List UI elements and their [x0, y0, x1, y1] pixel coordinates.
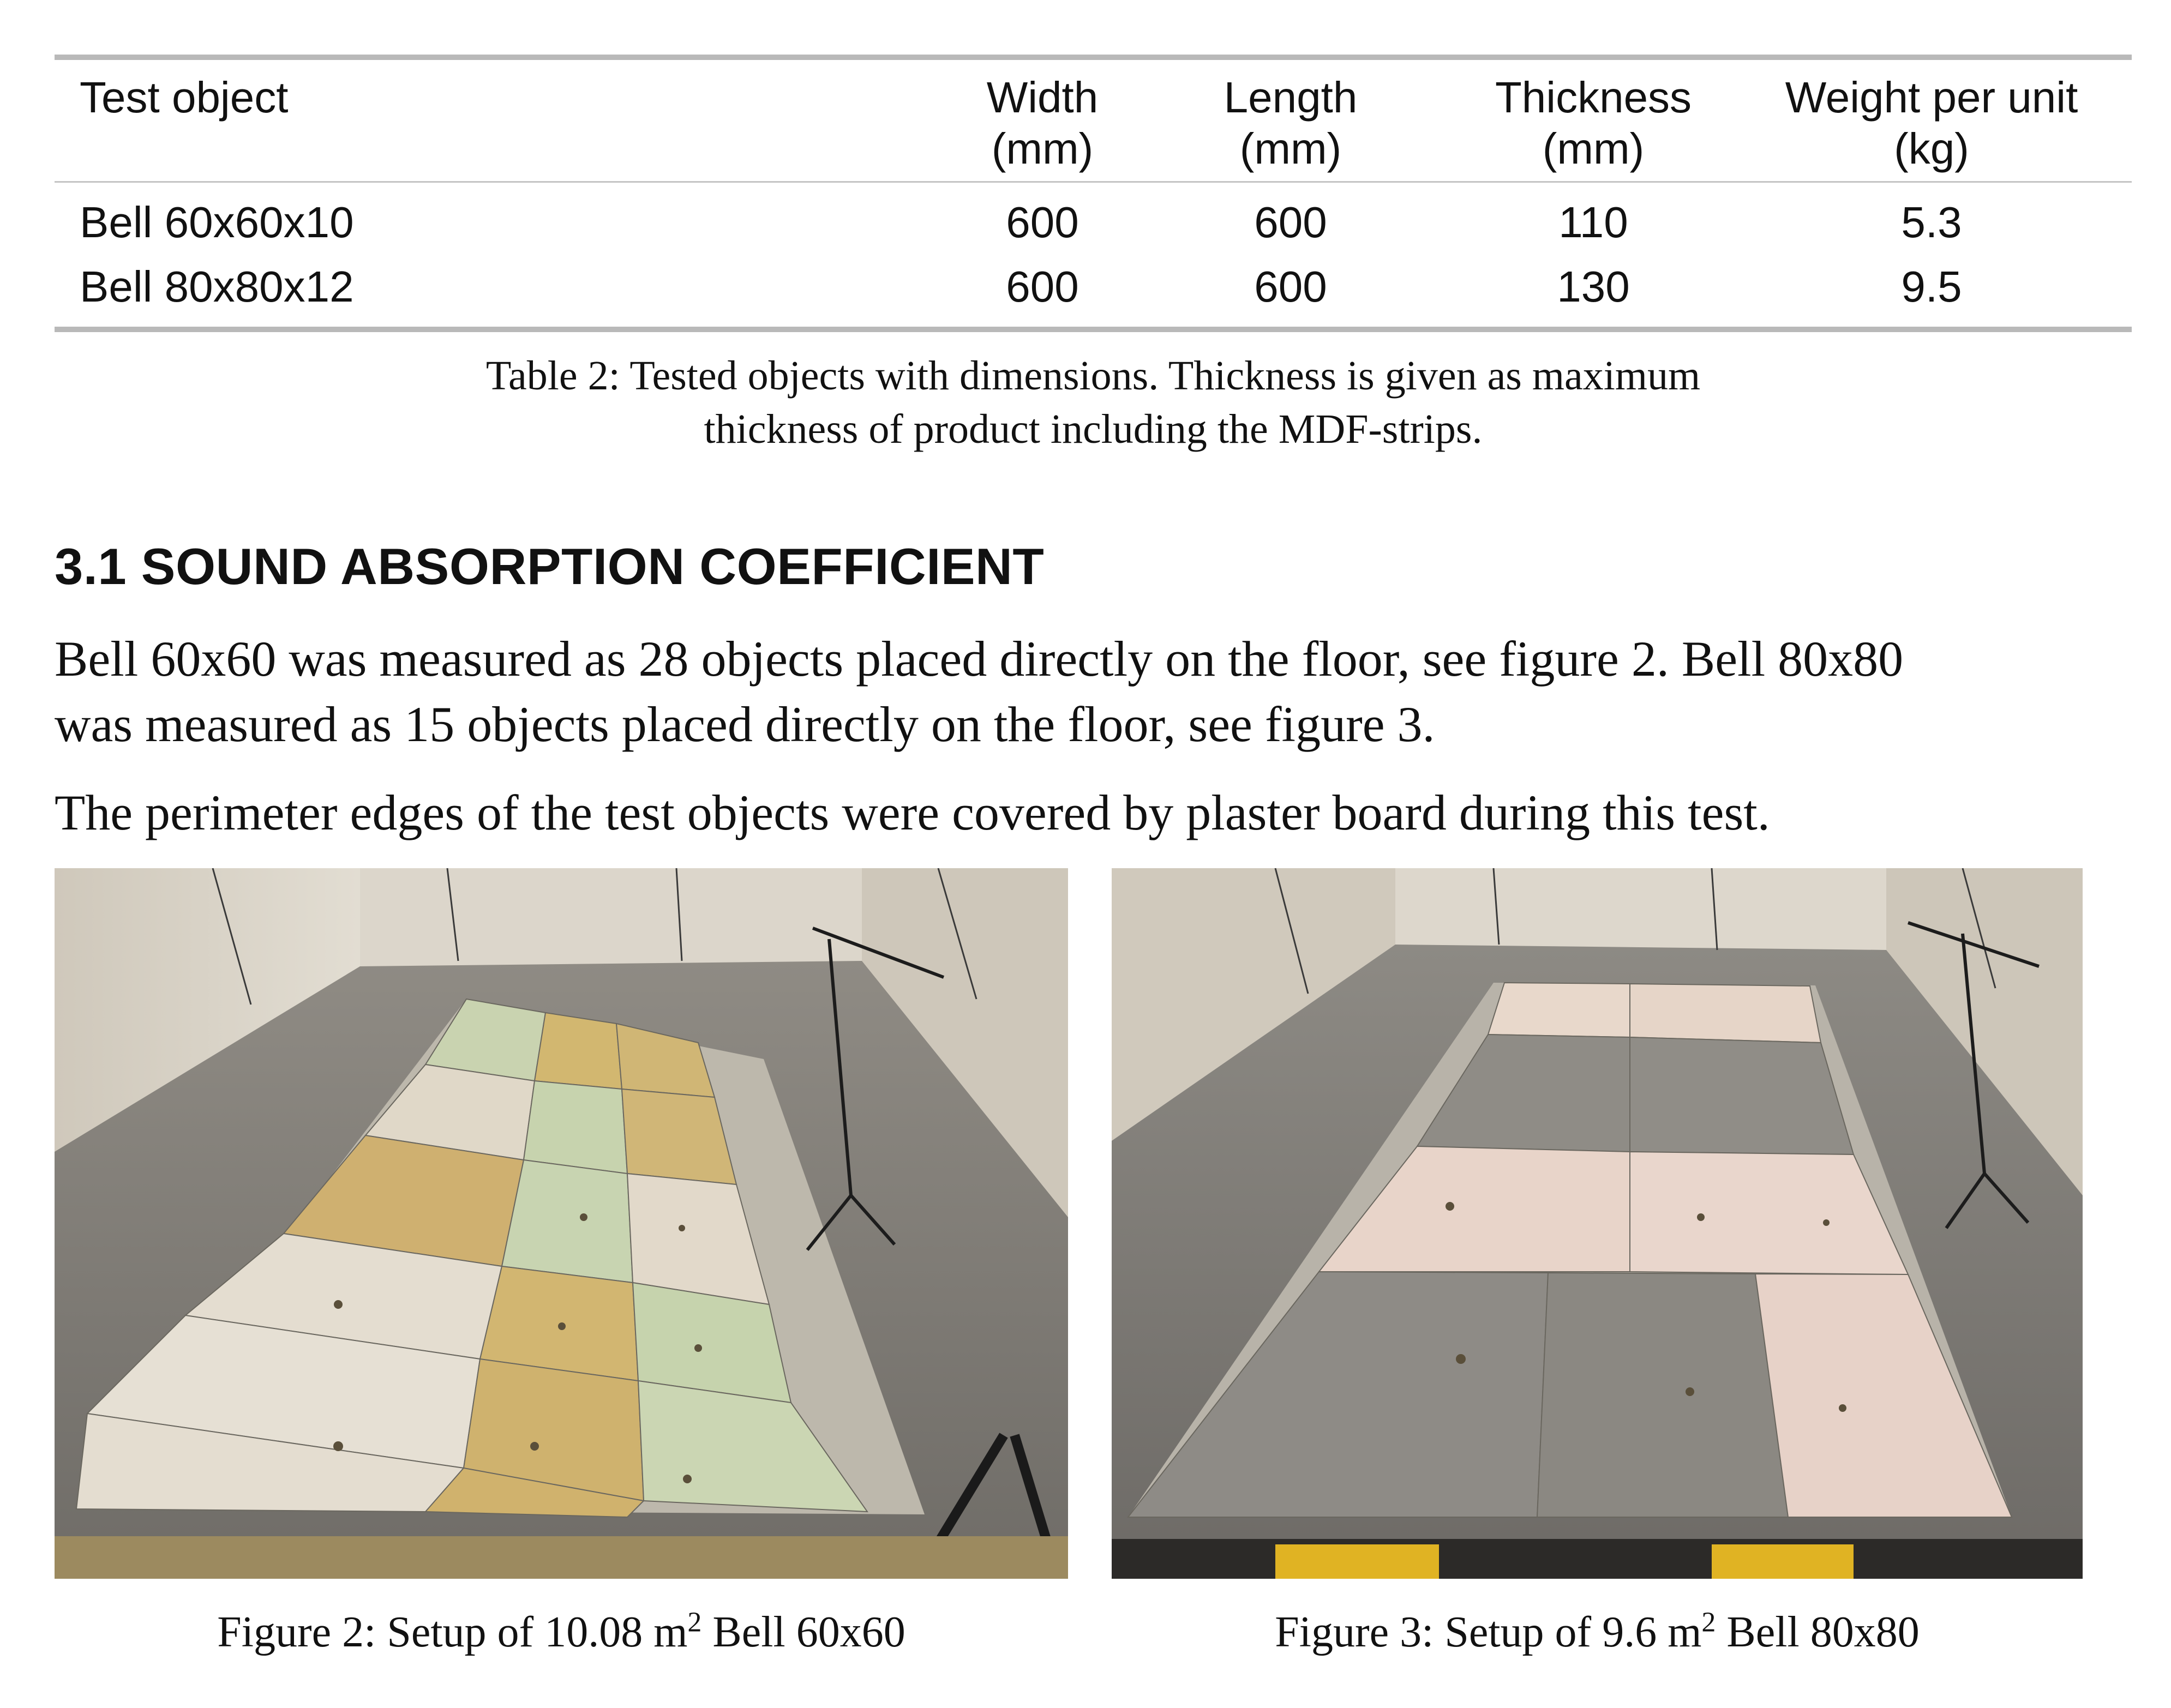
caption-superscript: 2: [687, 1607, 702, 1638]
paragraph-line: Bell 60x60 was measured as 28 objects placed directly on the floor, see figure 2. Bell 80x80: [55, 631, 1904, 687]
header-weight: Weight per unit (kg): [1785, 73, 2078, 173]
table-cell: 110: [1558, 198, 1628, 246]
figure-2-photo: [55, 868, 1068, 1579]
table-bottom-rule: [55, 327, 2132, 332]
table-caption: [55, 349, 2132, 456]
room-photo-bell-80x80: [1112, 868, 2083, 1579]
header-width: Width (mm): [986, 73, 1099, 173]
caption-text: Figure 2: Setup of 10.08 m: [217, 1608, 688, 1656]
header-test-object: Test object: [80, 73, 289, 122]
table-cell: Bell 80x80x12: [80, 262, 354, 311]
table-cell: Bell 60x60x10: [80, 198, 354, 246]
caption-text: Bell 60x60: [701, 1608, 905, 1656]
table-cell: 600: [1006, 198, 1079, 246]
table-cell: 5.3: [1901, 198, 1962, 246]
table-cell: 600: [1254, 198, 1327, 246]
table-row: [55, 255, 2132, 319]
caption-text: Figure 3: Setup of 9.6 m: [1275, 1608, 1702, 1656]
table-top-rule: [55, 55, 2132, 60]
table-cell: 600: [1254, 262, 1327, 311]
section-heading: 3.1 SOUND ABSORPTION COEFFICIENT: [55, 538, 1045, 595]
caption-text: Bell 80x80: [1716, 1608, 1920, 1656]
table-caption-line: Table 2: Tested objects with dimensions. Thickness is given as maximum: [485, 353, 1701, 399]
paragraph: The perimeter edges of the test objects were covered by plaster board during this test.: [55, 785, 1770, 840]
figure-3-photo: [1112, 868, 2083, 1579]
figure-2-caption: [55, 1608, 1068, 1657]
paragraph-line: was measured as 15 objects placed directly on the floor, see figure 3.: [55, 696, 1435, 752]
dimensions-table: [55, 55, 2132, 332]
table-cell: 9.5: [1901, 262, 1962, 311]
table-row: [55, 190, 2132, 255]
room-photo-bell-60x60: [55, 868, 1068, 1579]
paragraph: [55, 626, 2127, 757]
table-header-row: [55, 60, 2132, 181]
figure-3-caption: [1112, 1608, 2083, 1657]
header-thickness: Thickness (mm): [1495, 73, 1692, 173]
table-cell: 130: [1557, 262, 1630, 311]
header-length: Length (mm): [1224, 73, 1358, 173]
table-cell: 600: [1006, 262, 1079, 311]
caption-superscript: 2: [1701, 1607, 1716, 1638]
table-caption-line: thickness of product including the MDF-strips.: [704, 406, 1483, 452]
